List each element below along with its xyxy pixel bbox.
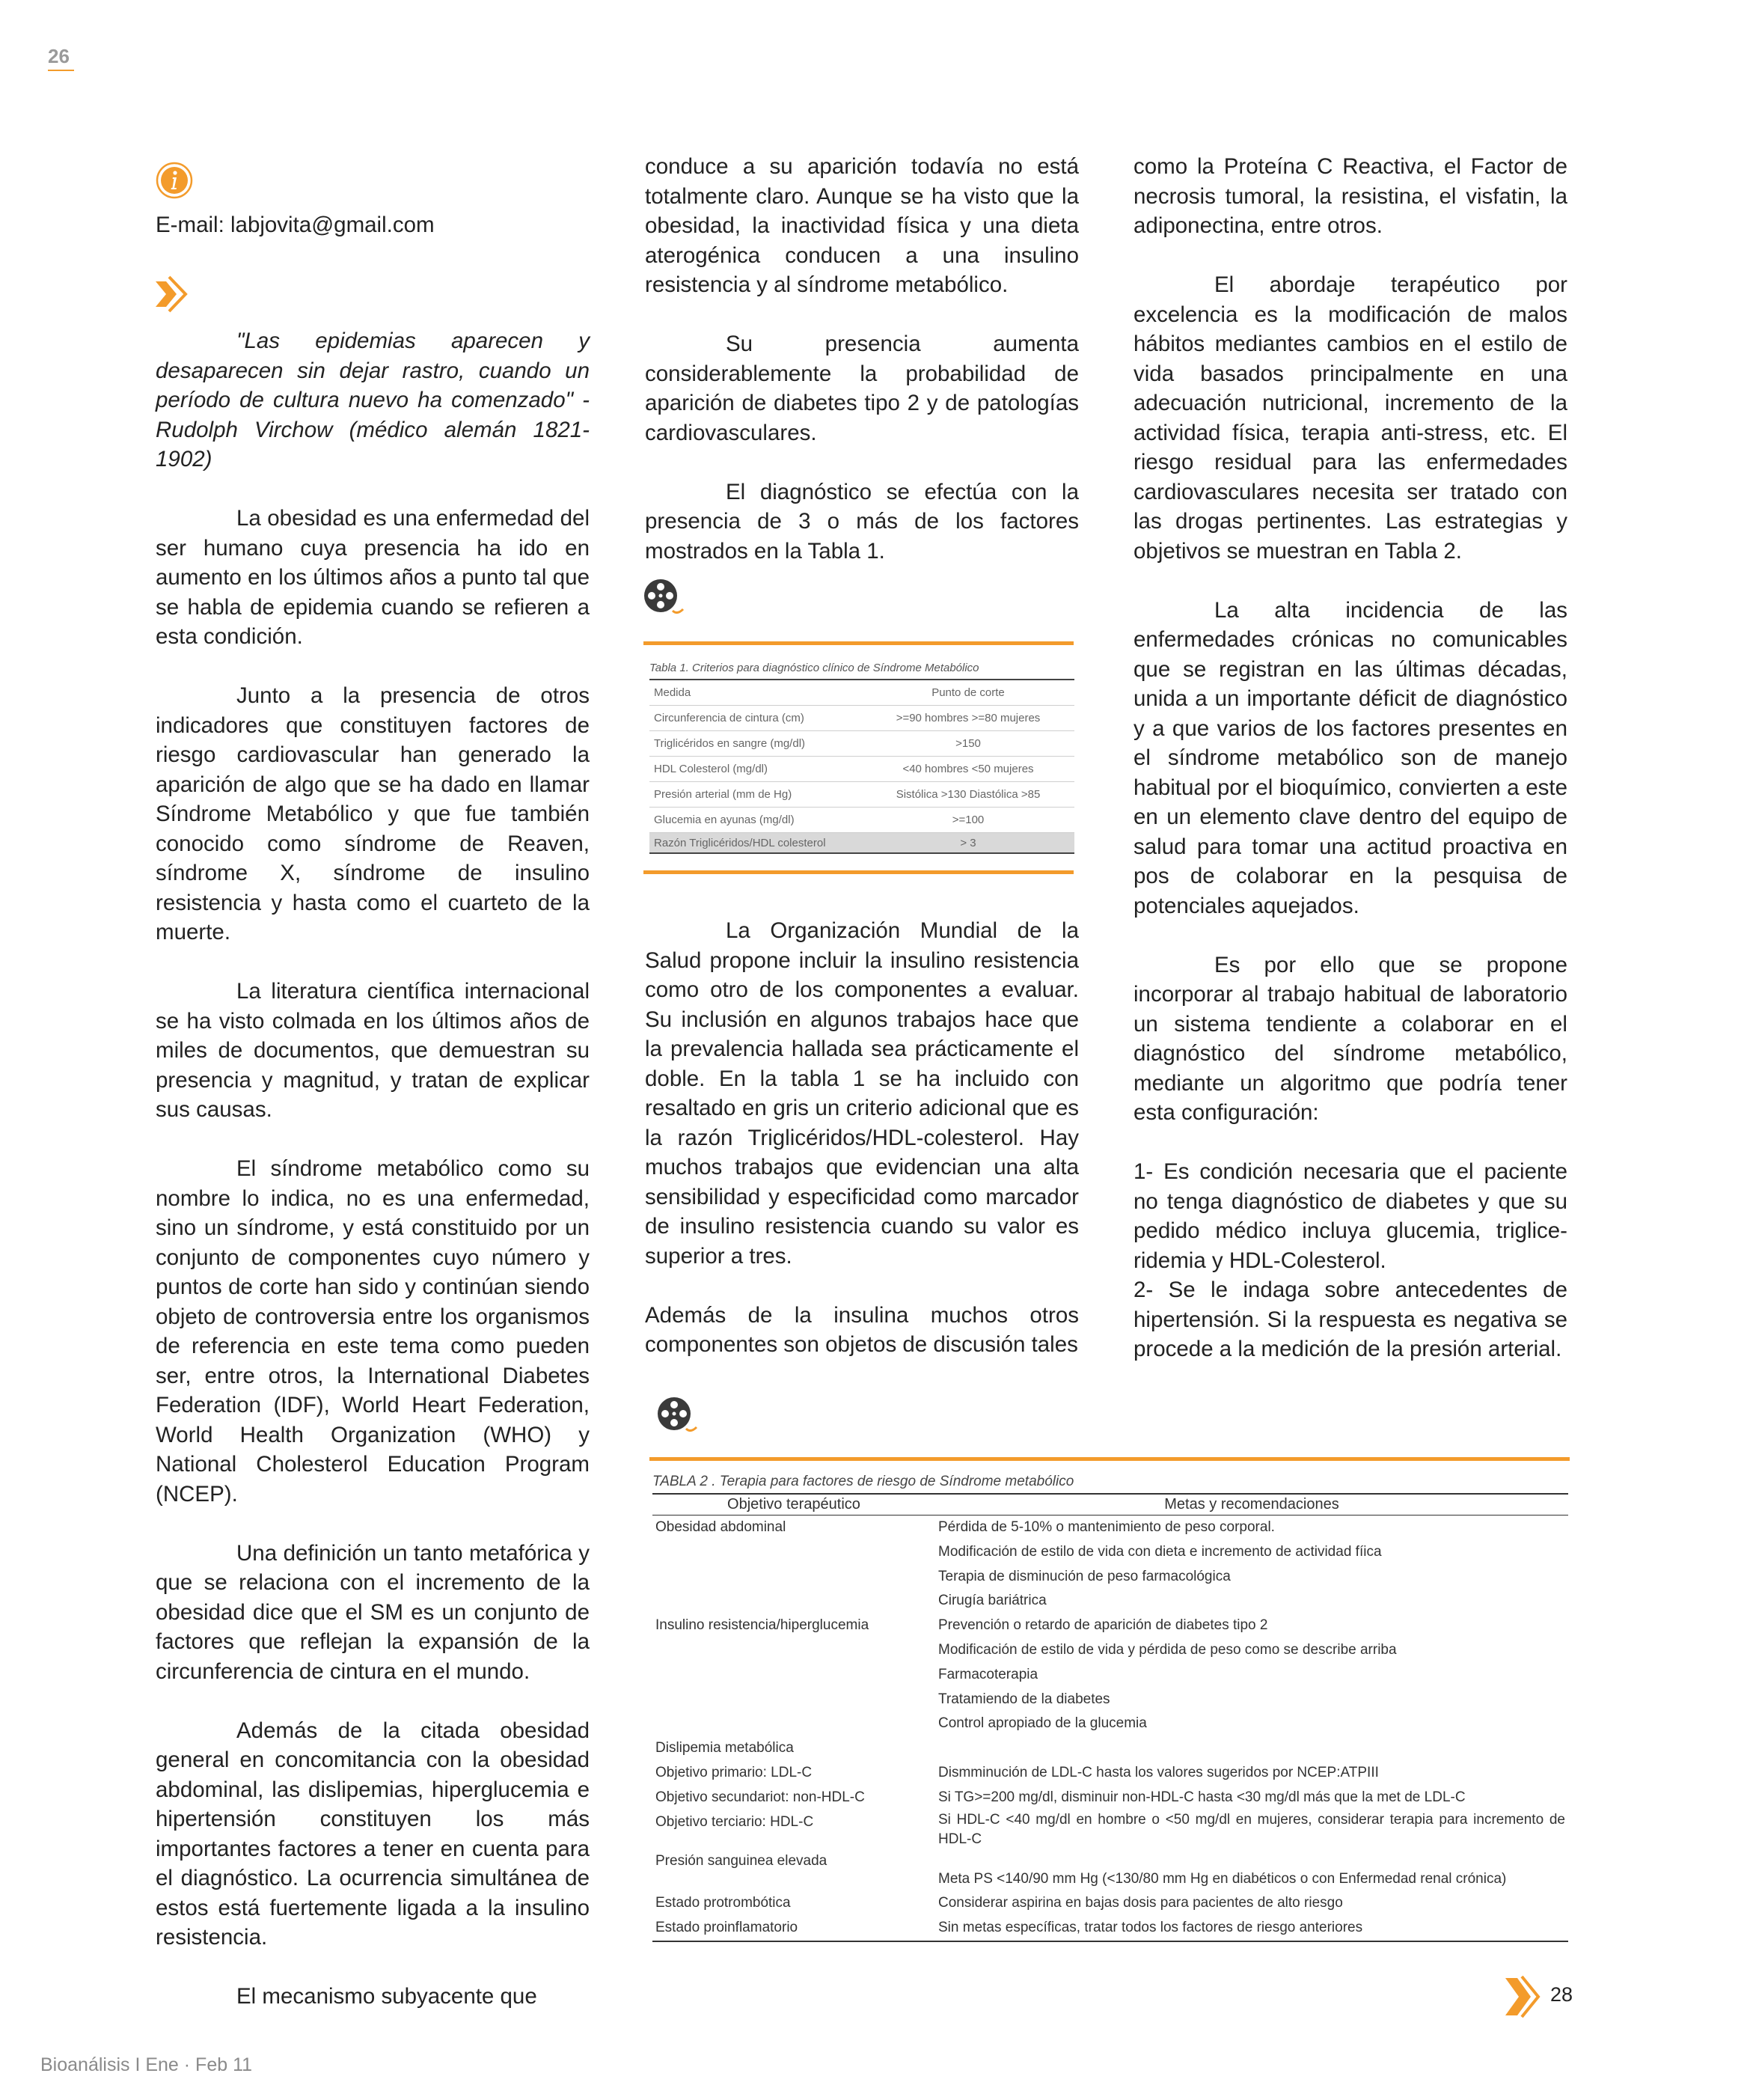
goal-item-empty [938,1736,1565,1761]
goal-item: Si HDL-C <40 mg/dl en hombre o <50 mg/dl en mujeres, considerar terapia para incremento de HDL-C [938,1811,1565,1847]
table-row [652,1891,1568,1916]
table-cell: Sistólica >130 Diastólica >85 [862,782,1074,808]
paragraph: La literatura científica internacional se ha visto colmada en los últimos años de miles de documentos, que demuestran su presencia y magnitud, y tratan de explicar sus causas. [156,979,590,1122]
table-1-top-bar [643,641,1074,645]
table-cell-goals [935,1516,1568,1614]
table-cell-objective [652,1516,935,1614]
table-header-cell: Punto de corte [862,680,1074,706]
goal-item: Si TG>=200 mg/dl, disminuir non-HDL-C hasta <30 mg/dl más que la met de LDL-C [938,1789,1466,1805]
table-row [652,1849,1568,1892]
objective-label: Presión sanguinea elevada [655,1852,827,1869]
goal-item: Farmacoterapia [938,1666,1038,1682]
table-1-grid [649,679,1074,854]
table-cell-objective [652,1849,935,1892]
table-cell: Circunferencia de cintura (cm) [649,706,862,731]
column-2-bottom [645,916,1079,1389]
table-row [649,706,1074,731]
paragraph: 1- Es condición necesaria que el paciente no tenga diagnóstico de diabetes y que su pedido médico incluya glucemia, triglice-ridemia y HDL-Colesterol. [1133,1159,1567,1273]
table-row [652,1916,1568,1941]
table-row [652,1516,1568,1614]
objective-label: Dislipemia metabólica [655,1740,794,1756]
table-header-cell: Medida [649,680,862,706]
quote: "Las epidemias aparecen y desaparecen sin dejar rastro, cuando un período de cultura nuevo ha comenzado" - Rudolph Virchow (médico alemán 1821-1902) [156,329,590,471]
table-cell: <40 hombres <50 mujeres [862,757,1074,782]
objective-label: Estado protrombótica [655,1895,791,1911]
table-cell: Razón Triglicéridos/HDL colesterol [649,833,862,854]
table-cell-objective [652,1891,935,1916]
table-2-title: TABLA 2 . Terapia para factores de riesgo de Síndrome metabólico [652,1474,1074,1489]
goal-item: Modificación de estilo de vida con dieta e incremento de actividad fíica [938,1543,1382,1560]
goal-item: Prevención o retardo de aparición de diabetes tipo 2 [938,1617,1268,1634]
film-reel-icon [655,1394,700,1439]
table-cell-objective [652,1916,935,1941]
paragraph: El abordaje terapéutico por excelencia es la modificación de malos hábitos mediantes cambios en el estilo de vida basados principalmente en una adecuación nutricional, incremento de la actividad física, terapia anti-stress, etc. El riesgo residual para las enfermedades cardiovasculares necesita ser tratado con las drogas pertinentes. Las estrategias y objetivos se muestran en Tabla 2. [1133,272,1567,564]
table-1 [649,659,1074,854]
column-1 [156,326,590,2041]
paragraph: La Organización Mundial de la Salud propone incluir la insulino resistencia como otro de los componentes a evaluar. Su inclusión en algunos trabajos hace que la prevalencia hallada sea prácticamente el doble. En la tabla 1 se ha incluido con resaltado en gris un criterio adicional que es la razón Triglicéridos/HDL-colesterol. Hay muchos trabajos que evidencian una alta sensibilidad y especificidad como marcador de insulino resistencia cuando su valor es superior a tres. [645,918,1079,1269]
table-1-bottom-bar [643,870,1074,874]
table-cell-goals [935,1849,1568,1892]
table-row [649,757,1074,782]
goal-item: Considerar aspirina en bajas dosis para pacientes de alto riesgo [938,1895,1343,1911]
paragraph: La alta incidencia de las enfermedades crónicas no comunicables que se registran en las últimas décadas, unida a un importante déficit de diagnóstico y a que varios de los factores presentes en el síndrome metabólico son de manejo habitual por el bioquímico, convierten a este en un elemento clave dentro del equipo de salud para tomar una actitud proactiva en pos de colaborar en la pesquisa de potenciales aquejados. [1133,597,1567,918]
goal-item: Modificación de estilo de vida y pérdida de peso como se describe arriba [938,1641,1397,1658]
table-cell: Triglicéridos en sangre (mg/dl) [649,731,862,757]
objective-label: Insulino resistencia/hiperglucemia [655,1617,869,1634]
table-1-title: Tabla 1. Criterios para diagnóstico clínico de Síndrome Metabólico [649,662,979,674]
table-2 [652,1474,1568,1942]
table-cell: > 3 [862,833,1074,854]
table-cell: Presión arterial (mm de Hg) [649,782,862,808]
paragraph: La obesidad es una enfermedad del ser humano cuya presencia ha ido en aumento en los últimos años a punto tal que se habla de epidemia cuando se refieren a esta condición. [156,506,590,649]
paragraph: Su presencia aumenta considerablemente la probabilidad de aparición de diabetes tipo 2 y de patologías cardiovasculares. [645,332,1079,445]
table-cell: >=90 hombres >=80 mujeres [862,706,1074,731]
goal-item: Tratamiendo de la diabetes [938,1691,1110,1707]
table-cell-goals [935,1916,1568,1941]
table-cell-objective [652,1614,935,1736]
contact-email: E-mail: labjovita@gmail.com [156,213,435,237]
column-3 [1133,152,1567,1394]
objective-label: Objetivo primario: LDL-C [655,1764,813,1780]
double-arrow-icon [1504,1975,1541,2018]
table-header-cell: Objetivo terapéutico [652,1494,935,1516]
goal-item: Dismminución de LDL-C hasta los valores sugeridos por NCEP:ATPIII [938,1764,1379,1780]
table-row [652,1736,1568,1849]
objective-label: Objetivo terciario: HDL-C [655,1813,814,1830]
table-cell-goals [935,1736,1568,1849]
goal-item: Control apropiado de la glucemia [938,1715,1147,1732]
objective-label: Objetivo secundariot: non-HDL-C [655,1789,865,1805]
table-row [649,731,1074,757]
goal-item-empty [938,1849,1565,1867]
double-arrow-icon [154,275,189,313]
paragraph: conduce a su aparición todavía no está totalmente claro. Aunque se ha visto que la obesidad, la inactividad física y una dieta aterogénica conducen a una insulino resistencia y al síndrome metabólico. [645,154,1079,297]
paragraph: Junto a la presencia de otros indicadores que constituyen factores de riesgo cardiovascular han generado la aparición de algo que se ha dado en llamar Síndrome Metabólico y que fue también conocido como síndrome de Reaven, síndrome X, síndrome de insulino resistencia y hasta como el cuarteto de la muerte. [156,683,590,944]
table-header-row [649,680,1074,706]
table-cell: Glucemia en ayunas (mg/dl) [649,808,862,833]
table-cell: >=100 [862,808,1074,833]
info-icon [156,162,193,199]
footer-publication: Bioanálisis I Ene · Feb 11 [40,2054,253,2075]
table-header-row [652,1494,1568,1516]
table-cell-goals [935,1891,1568,1916]
paragraph: Es por ello que se propone incorporar al trabajo habitual de laboratorio un sistema tendiente a colaborar en el diagnóstico del síndrome metabólico, mediante un algoritmo que podría tener esta configuración: [1133,952,1567,1125]
table-cell-objective [652,1736,935,1849]
paragraph: El síndrome metabólico como su nombre lo indica, no es una enfermedad, sino un síndrome, y está constituido por un conjunto de componentes cuyo número y puntos de corte han sido y continúan siendo objeto de controversia entre los organismos de referencia en este tema como pueden ser, entre otros, la International Diabetes Federation (IDF), World Heart Federation, World Health Organization (WHO) y National Cholesterol Education Program (NCEP). [156,1156,590,1507]
goal-item: Pérdida de 5-10% o mantenimiento de peso corporal. [938,1519,1275,1535]
paragraph: Además de la insulina muchos otros componentes son objetos de discusión tales [645,1302,1079,1357]
page-number-bottom: 28 [1550,1983,1573,2006]
table-cell: >150 [862,731,1074,757]
table-row [649,782,1074,808]
paragraph: El mecanismo subyacente que [236,1984,537,2009]
table-row-highlighted [649,833,1074,854]
paragraph: Además de la citada obesidad general en concomitancia con la obesidad abdominal, las dislipemias, hiperglucemia e hipertensión constituyen los más importantes factores a tener en cuenta para el diagnóstico. La ocurrencia simultánea de estos está fuertemente ligada a la insulino resistencia. [156,1718,590,1950]
paragraph: El diagnóstico se efectúa con la presencia de 3 o más de los factores mostrados en la Tabla 1. [645,479,1079,564]
table-cell: HDL Colesterol (mg/dl) [649,757,862,782]
column-2-top [645,152,1079,596]
table-2-top-bar [649,1457,1570,1461]
goal-item: Cirugía bariátrica [938,1593,1047,1609]
goal-item: Terapia de disminución de peso farmacológica [938,1568,1231,1584]
paragraph: como la Proteína C Reactiva, el Factor de necrosis tumoral, la resistina, el visfatin, la adiponectina, entre otros. [1133,154,1567,238]
table-cell-goals [935,1614,1568,1736]
goal-item: Meta PS <140/90 mm Hg (<130/80 mm Hg en diabéticos o con Enfermedad renal crónica) [938,1870,1507,1887]
film-reel-icon [641,576,686,621]
page-number-top: 26 [48,45,70,67]
table-header-cell: Metas y recomendaciones [935,1494,1568,1516]
goal-item: Sin metas específicas, tratar todos los factores de riesgo anteriores [938,1920,1363,1936]
table-2-grid [652,1493,1568,1942]
table-row [652,1614,1568,1736]
objective-label: Obesidad abdominal [655,1519,786,1535]
paragraph: 2- Se le indaga sobre antecedentes de hipertensión. Si la respuesta es negativa se procede a la medición de la presión arterial. [1133,1278,1567,1361]
paragraph: Una definición un tanto metafórica y que se relaciona con el incremento de la obesidad dice que el SM es un conjunto de factores que reflejan la expansión de la circunferencia de cintura en el mundo. [156,1540,590,1684]
objective-label: Estado proinflamatorio [655,1920,798,1936]
table-row [649,808,1074,833]
